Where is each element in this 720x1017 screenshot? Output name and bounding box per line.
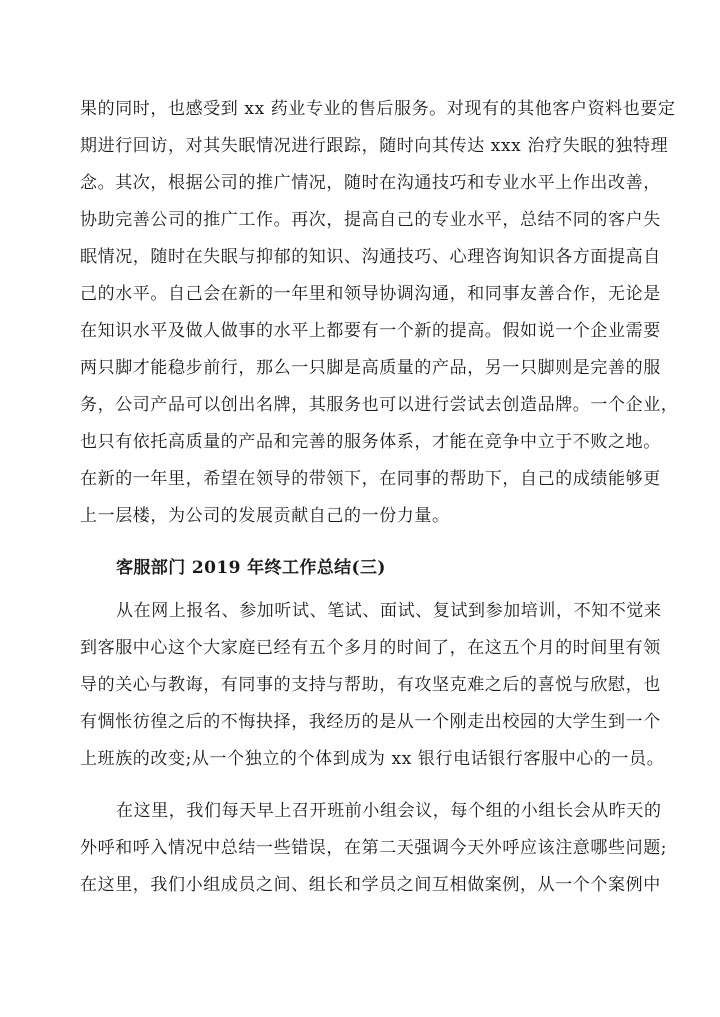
paragraph-line: 也只有依托高质量的产品和完善的服务体系，才能在竞争中立于不败之地。: [80, 432, 661, 452]
paragraph-line: 在这里，我们小组成员之间、组长和学员之间互相做案例，从一个个案例中: [80, 875, 661, 895]
paragraph-line: 到客服中心这个大家庭已经有五个多月的时间了，在这五个月的时间里有领: [80, 638, 661, 658]
paragraph-line: 上班族的改变;从一个独立的个体到成为 xx 银行电话银行客服中心的一员。: [80, 749, 665, 769]
paragraph-line: 在知识水平及做人做事的水平上都要有一个新的提高。假如说一个企业需要: [80, 321, 661, 341]
section-heading: 客服部门 2019 年终工作总结(三): [116, 558, 386, 578]
paragraph-line: 两只脚才能稳步前行，那么一只脚是高质量的产品，另一只脚则是完善的服: [80, 358, 661, 378]
paragraph-line: 眠情况，随时在失眠与抑郁的知识、沟通技巧、心理咨询知识各方面提高自: [80, 247, 661, 267]
paragraph-line: 外呼和呼入情况中总结一些错误，在第二天强调今天外呼应该注意哪些问题;: [80, 838, 668, 858]
paragraph-line: 务，公司产品可以创出名牌，其服务也可以进行尝试去创造品牌。一个企业，: [80, 395, 679, 415]
paragraph-line: 在新的一年里，希望在领导的带领下，在同事的帮助下，自己的成绩能够更: [80, 469, 661, 489]
paragraph-line: 期进行回访，对其失眠情况进行跟踪，随时向其传达 xxx 治疗失眠的独特理: [80, 136, 669, 156]
paragraph-line: 上一层楼，为公司的发展贡献自己的一份力量。: [80, 506, 450, 526]
paragraph-line: 协助完善公司的推广工作。再次，提高自己的专业水平，总结不同的客户失: [80, 210, 661, 230]
paragraph-line: 果的同时，也感受到 xx 药业专业的售后服务。对现有的其他客户资料也要定: [80, 99, 676, 119]
paragraph-line: 念。其次，根据公司的推广情况，随时在沟通技巧和专业水平上作出改善，: [80, 173, 661, 193]
paragraph-line: 导的关心与教诲，有同事的支持与帮助，有攻坚克难之后的喜悦与欣慰，也: [80, 675, 661, 695]
paragraph-line: 己的水平。自己会在新的一年里和领导协调沟通，和同事友善合作，无论是: [80, 284, 661, 304]
paragraph-line: 有惆怅彷徨之后的不悔抉择，我经历的是从一个刚走出校园的大学生到一个: [80, 712, 661, 732]
paragraph-line: 在这里，我们每天早上召开班前小组会议，每个组的小组长会从昨天的: [116, 801, 662, 821]
paragraph-line: 从在网上报名、参加听试、笔试、面试、复试到参加培训，不知不觉来: [116, 601, 662, 621]
